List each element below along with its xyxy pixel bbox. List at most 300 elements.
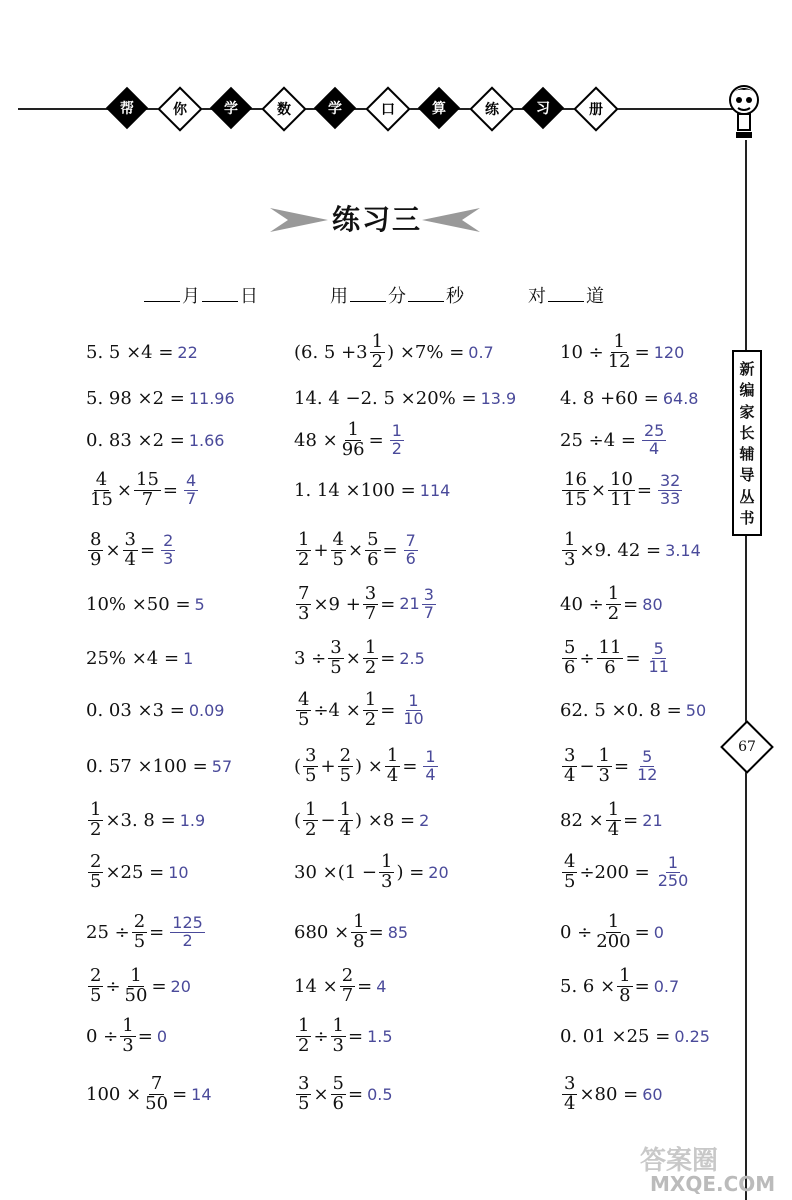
expression-text: 5. 5 ×4 =: [86, 341, 174, 363]
problem-item: [86, 628, 193, 688]
problem-item: [560, 520, 701, 580]
series-char-diamond: [469, 86, 514, 131]
numerator: 4: [298, 688, 310, 710]
fraction: [606, 582, 621, 624]
expression-text: =: [636, 479, 652, 501]
expression-text: ×: [105, 539, 121, 561]
fraction: [385, 744, 400, 786]
handwritten-answer: [189, 431, 225, 450]
expression-text: =: [380, 593, 396, 615]
expression-text: =: [348, 1025, 364, 1047]
series-char: 册: [589, 102, 603, 118]
expression-text: ×9. 42 =: [579, 539, 662, 561]
expression-text: 30 ×(1 −: [294, 861, 377, 883]
denominator: 7: [141, 488, 154, 510]
expression-text: ) ×: [355, 755, 383, 777]
numerator: 1: [667, 852, 679, 872]
denominator: 5: [298, 708, 310, 730]
denominator: 2: [298, 548, 310, 570]
handwritten-answer: [180, 811, 205, 830]
series-char: 帮: [120, 101, 134, 117]
answer-value: 1.66: [188, 430, 225, 450]
side-label-char: 辅: [739, 445, 755, 464]
handwritten-answer: [367, 1027, 392, 1046]
problem-item: [560, 790, 663, 850]
denominator: 4: [425, 764, 436, 784]
expression-text: +: [320, 755, 336, 777]
series-char-diamond: [365, 86, 410, 131]
denominator: 3: [598, 764, 610, 786]
expression-text: =: [634, 975, 650, 997]
expression-text: 5. 98 ×2 =: [86, 387, 185, 409]
answer-value: 0: [653, 922, 664, 942]
handwritten-answer: [168, 912, 207, 950]
handwritten-answer: [665, 541, 701, 560]
problem-item: [560, 1064, 663, 1124]
denominator: 2: [607, 602, 620, 624]
problem-item: [294, 790, 429, 850]
answer-value: 0.5: [367, 1084, 393, 1104]
side-label-char: 书: [739, 508, 755, 527]
expression-text: (6. 5 +3: [294, 341, 368, 363]
fraction: [88, 850, 103, 892]
numerator: 7: [405, 530, 416, 550]
handwritten-answer: [168, 863, 188, 882]
expression-text: 40 ÷: [560, 593, 604, 615]
denominator: 4: [124, 548, 136, 570]
denominator: 7: [364, 602, 377, 624]
fraction: [365, 528, 380, 570]
denominator: 3: [332, 1034, 344, 1056]
problem-item: [560, 574, 663, 634]
numerator: 1: [607, 910, 620, 932]
fraction: [390, 420, 404, 458]
numerator: 1: [347, 418, 359, 440]
denominator: 6: [405, 548, 416, 568]
denominator: 6: [332, 1092, 344, 1114]
day-label: 日: [240, 286, 258, 307]
expression-text: 5. 6 ×: [560, 975, 616, 997]
numerator: 3: [305, 744, 317, 766]
handwritten-answer: [686, 701, 706, 720]
handwritten-answer: [376, 977, 386, 996]
fraction: [340, 964, 355, 1006]
date-month-day: [142, 282, 258, 308]
answer-value: 0: [156, 1026, 167, 1046]
numerator: 5: [653, 638, 664, 658]
second-label: 秒: [446, 286, 464, 307]
answer-value: 13.9: [480, 388, 517, 408]
time-used: [330, 282, 464, 308]
answer-value: 20: [170, 976, 191, 996]
numerator: 1: [408, 690, 419, 710]
denominator: 5: [339, 764, 352, 786]
numerator: 2: [90, 850, 102, 872]
handwritten-answer: [399, 584, 438, 622]
expression-text: =: [368, 429, 384, 451]
handwritten-answer: [183, 649, 193, 668]
denominator: 8: [353, 930, 365, 952]
denominator: 12: [637, 764, 658, 784]
answer-value: 64.8: [662, 388, 699, 408]
expression-text: 10% ×50 =: [86, 593, 191, 615]
handwritten-answer: [177, 343, 197, 362]
expression-text: 48 ×: [294, 429, 338, 451]
expression-text: 25 ÷4 =: [560, 429, 636, 451]
fraction: [340, 418, 367, 460]
denominator: 4: [386, 764, 399, 786]
fraction: [331, 1072, 346, 1114]
numerator: 15: [136, 468, 159, 490]
denominator: 5: [90, 984, 102, 1006]
fraction: [120, 1014, 135, 1056]
fraction: [594, 910, 632, 952]
handwritten-answer: [195, 595, 205, 614]
denominator: 4: [607, 818, 620, 840]
numerator: 3: [564, 744, 576, 766]
series-char: 算: [432, 101, 446, 117]
expression-text: =: [623, 593, 639, 615]
expression-text: =: [634, 341, 650, 363]
problem-item: [86, 790, 205, 850]
second-blank[interactable]: [408, 285, 444, 302]
series-side-label: [732, 350, 762, 536]
expression-text: ×: [345, 647, 361, 669]
expression-text: 82 ×: [560, 809, 604, 831]
expression-text: 3 ÷: [294, 647, 327, 669]
numerator: 3: [124, 528, 136, 550]
fraction: [296, 688, 311, 730]
numerator: 1: [386, 744, 399, 766]
numerator: 1: [353, 910, 365, 932]
denominator: 7: [186, 488, 197, 508]
use-label: 用: [330, 286, 348, 307]
denominator: 11: [610, 488, 633, 510]
fraction: [642, 420, 666, 458]
side-label-char: 家: [739, 402, 755, 421]
expression-text: =: [172, 1083, 188, 1105]
fraction: [608, 468, 635, 510]
numerator: 1: [381, 850, 393, 872]
series-char: 你: [173, 102, 187, 118]
answer-value: 10: [168, 862, 189, 882]
denominator: 2: [298, 1034, 310, 1056]
denominator: 8: [619, 984, 631, 1006]
handwritten-answer: [212, 757, 232, 776]
denominator: 250: [657, 870, 689, 890]
answer-value: 120: [653, 342, 685, 362]
handwritten-answer: [191, 1085, 211, 1104]
problem-item: [294, 574, 438, 634]
problem-item: [560, 736, 661, 796]
fraction: [88, 528, 103, 570]
expression-text: ×: [590, 479, 606, 501]
expression-text: ×: [313, 1083, 329, 1105]
side-label-char: 编: [739, 381, 755, 400]
fraction: [331, 1014, 346, 1056]
page-title: 练习三: [332, 203, 423, 236]
problem-item: [86, 1006, 167, 1066]
handwritten-answer: [402, 530, 420, 568]
problem-item: [294, 628, 425, 688]
answer-value: 2.5: [399, 648, 425, 668]
numerator: 25: [643, 420, 665, 440]
problem-item: [560, 902, 664, 962]
denominator: 9: [90, 548, 102, 570]
denominator: 2: [305, 818, 317, 840]
denominator: 4: [649, 438, 660, 458]
handwritten-answer: [189, 701, 225, 720]
fraction: [143, 1072, 170, 1114]
expression-text: ) ×8 =: [355, 809, 416, 831]
fraction: [423, 746, 437, 784]
numerator: 1: [298, 528, 310, 550]
numerator: 10: [610, 468, 633, 490]
denominator: 3: [122, 1034, 134, 1056]
answer-value: 0.7: [653, 976, 680, 996]
fraction: [656, 852, 691, 890]
numerator: 1: [122, 1014, 134, 1036]
numerator: 1: [619, 964, 631, 986]
denominator: 7: [341, 984, 354, 1006]
numerator: 1: [305, 798, 317, 820]
fraction: [296, 582, 311, 624]
denominator: 2: [391, 438, 402, 458]
denominator: 7: [423, 602, 434, 622]
numerator: 1: [607, 582, 620, 604]
numerator: 4: [186, 470, 197, 490]
fraction: [123, 964, 150, 1006]
series-char: 练: [485, 102, 499, 118]
fraction: [296, 528, 311, 570]
answer-value: 85: [387, 922, 409, 942]
handwritten-answer: [656, 470, 684, 508]
numerator: 1: [564, 528, 576, 550]
problem-item: [86, 520, 177, 580]
handwritten-answer: [654, 852, 693, 890]
handwritten-answer: [645, 638, 673, 676]
handwritten-answer: [367, 1085, 392, 1104]
fraction: [363, 582, 378, 624]
problem-item: [86, 1064, 212, 1124]
problem-item: [294, 520, 420, 580]
problem-item: [294, 902, 408, 962]
fraction: [562, 468, 589, 510]
handwritten-answer: [654, 923, 664, 942]
expression-text: 100 ×: [86, 1083, 142, 1105]
answer-value: 1.5: [367, 1026, 393, 1046]
fraction: [562, 744, 577, 786]
side-rule: [745, 140, 747, 1200]
numerator: 1: [90, 798, 102, 820]
handwritten-answer: [399, 690, 427, 728]
fraction: [658, 470, 682, 508]
expression-text: 0. 01 ×25 =: [560, 1025, 671, 1047]
fraction: [184, 470, 198, 508]
expression-text: 4. 8 +60 =: [560, 387, 659, 409]
answer-value: 0.09: [188, 700, 225, 720]
expression-text: ) =: [396, 861, 425, 883]
correct-label: 对: [528, 286, 546, 307]
denominator: 5: [564, 870, 576, 892]
expression-text: 680 ×: [294, 921, 350, 943]
fraction: [635, 746, 659, 784]
minute-label: 分: [388, 286, 406, 307]
expression-text: −: [579, 755, 595, 777]
numerator: 5: [367, 528, 379, 550]
handwritten-answer: [468, 343, 493, 362]
numerator: 1: [364, 688, 377, 710]
expression-text: ×25 =: [105, 861, 165, 883]
denominator: 2: [364, 708, 377, 730]
denominator: 11: [648, 656, 669, 676]
fraction: [647, 638, 671, 676]
fraction: [597, 744, 612, 786]
handwritten-answer: [419, 811, 429, 830]
fraction: [328, 636, 343, 678]
answer-value: 21: [399, 593, 420, 613]
problem-item: [86, 736, 232, 796]
problem-item: [560, 842, 692, 902]
fraction: [562, 528, 577, 570]
expression-text: +: [313, 539, 329, 561]
numerator: 1: [130, 964, 142, 986]
expression-text: =: [380, 699, 396, 721]
denominator: 5: [332, 548, 344, 570]
side-label-char: 新: [739, 360, 755, 379]
denominator: 3: [163, 548, 174, 568]
handwritten-answer: [157, 1027, 167, 1046]
expression-text: =: [380, 647, 396, 669]
numerator: 125: [172, 912, 203, 932]
problem-item: [86, 842, 189, 902]
numerator: 4: [95, 468, 108, 490]
problem-item: [560, 680, 706, 740]
numerator: 3: [330, 636, 342, 658]
series-char-diamond: [418, 87, 460, 129]
series-char: 习: [536, 101, 550, 117]
expression-text: =: [149, 921, 165, 943]
numerator: 1: [298, 1014, 310, 1036]
fraction: [88, 468, 115, 510]
numerator: 1: [371, 330, 384, 352]
denominator: 3: [298, 602, 310, 624]
handwritten-answer: [428, 863, 448, 882]
handwritten-answer: [189, 389, 235, 408]
numerator: 8: [90, 528, 102, 550]
answer-value: 3.14: [665, 540, 701, 560]
numerator: 2: [341, 964, 354, 986]
numerator: 5: [564, 636, 576, 658]
minute-blank[interactable]: [350, 285, 386, 302]
denominator: 200: [596, 930, 631, 952]
fraction: [597, 636, 624, 678]
answer-value: 60: [642, 1084, 663, 1104]
denominator: 5: [90, 870, 102, 892]
handwritten-answer: [481, 389, 517, 408]
expression-text: (: [294, 755, 302, 777]
handwritten-answer: [640, 420, 668, 458]
questions-label: 道: [586, 286, 604, 307]
denominator: 6: [367, 548, 379, 570]
series-char: 学: [328, 101, 342, 117]
handwritten-answer: [421, 746, 439, 784]
answer-value: 114: [419, 480, 451, 500]
fraction: [422, 584, 436, 622]
fraction: [351, 910, 366, 952]
expression-text: =: [162, 479, 178, 501]
expression-text: =: [402, 755, 418, 777]
answer-value: 22: [177, 342, 198, 362]
answer-value: 80: [642, 594, 663, 614]
answer-value: 11.96: [188, 388, 235, 408]
numerator: 3: [564, 1072, 576, 1094]
fraction: [296, 1072, 311, 1114]
numerator: 3: [423, 584, 434, 604]
denominator: 33: [660, 488, 681, 508]
expression-text: =: [625, 647, 641, 669]
fraction: [303, 744, 318, 786]
numerator: 5: [332, 1072, 344, 1094]
handwritten-answer: [399, 649, 424, 668]
expression-text: 25 ÷: [86, 921, 130, 943]
expression-text: =: [137, 1025, 153, 1047]
month-label: 月: [182, 286, 200, 307]
denominator: 5: [330, 656, 342, 678]
fraction: [161, 530, 175, 568]
answer-value: 2: [419, 810, 430, 830]
handwritten-answer: [642, 1085, 662, 1104]
handwritten-answer: [171, 977, 191, 996]
day-blank[interactable]: [202, 285, 238, 302]
handwritten-answer: [633, 746, 661, 784]
denominator: 3: [381, 870, 393, 892]
side-label-char: 丛: [739, 487, 755, 506]
numerator: 1: [598, 744, 610, 766]
fraction: [401, 690, 425, 728]
denominator: 6: [564, 656, 576, 678]
series-char: 数: [277, 102, 291, 118]
month-blank[interactable]: [144, 285, 180, 302]
numerator: 2: [163, 530, 174, 550]
expression-text: 0 ÷: [86, 1025, 119, 1047]
numerator: 4: [564, 850, 576, 872]
fraction: [379, 850, 394, 892]
handwritten-answer: [182, 470, 200, 508]
handwritten-answer: [642, 595, 662, 614]
fraction: [331, 528, 346, 570]
expression-text: ) ×7% =: [387, 341, 465, 363]
watermark-url: MXQE.COM: [650, 1172, 776, 1196]
answer-value: 57: [211, 756, 233, 776]
expression-text: 62. 5 ×0. 8 =: [560, 699, 682, 721]
denominator: 50: [145, 1092, 169, 1114]
expression-text: ÷: [579, 647, 595, 669]
correct-blank[interactable]: [548, 285, 584, 302]
expression-text: =: [357, 975, 373, 997]
fraction: [606, 798, 621, 840]
side-label-char: 长: [739, 423, 755, 442]
fraction: [363, 688, 378, 730]
numerator: 4: [332, 528, 344, 550]
denominator: 50: [124, 984, 148, 1006]
numerator: 1: [425, 746, 436, 766]
problem-item: [294, 1064, 393, 1124]
expression-text: 14 ×: [294, 975, 338, 997]
page-number-badge: [720, 720, 774, 774]
answer-value: 4: [376, 976, 387, 996]
denominator: 4: [564, 1092, 576, 1114]
